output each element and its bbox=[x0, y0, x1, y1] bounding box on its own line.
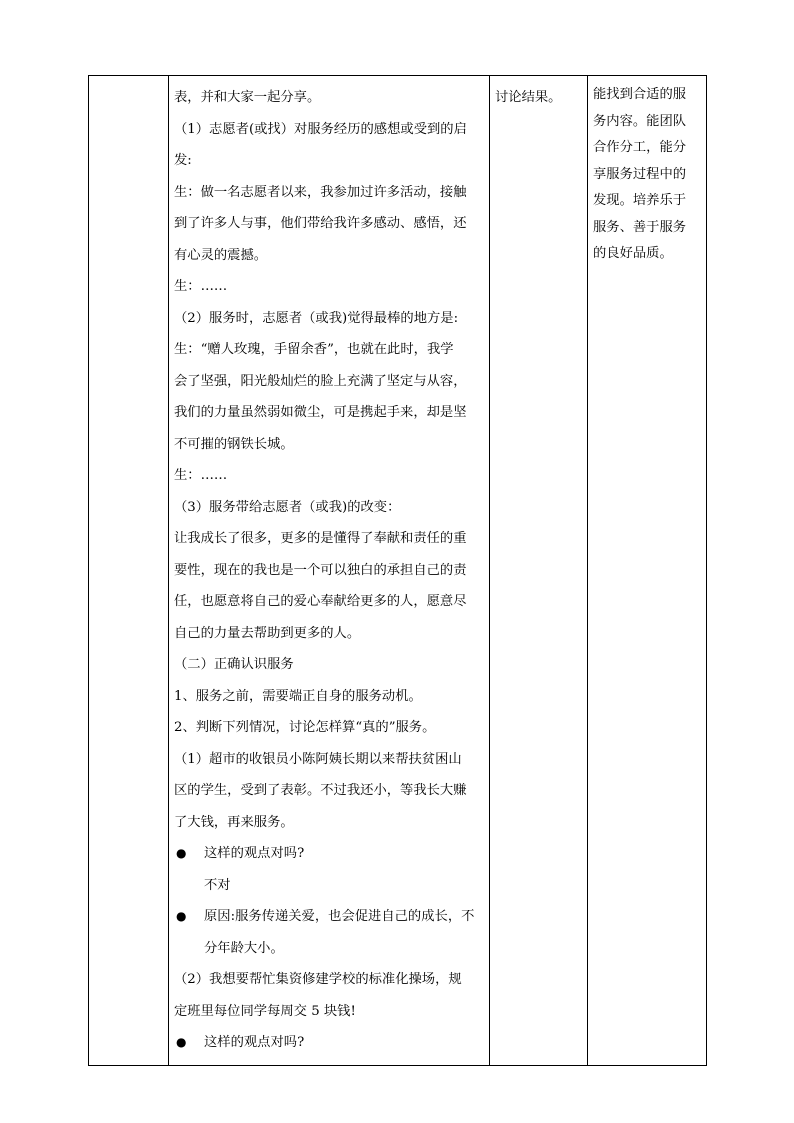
text-line: 享服务过程中的 bbox=[593, 166, 687, 182]
bullet-icon: ● bbox=[176, 846, 187, 860]
text-line: 能找到合适的服 bbox=[593, 87, 687, 102]
text-line: （1）志愿者(或找）对服务经历的感想或受到的启 bbox=[174, 121, 467, 137]
text-line: 合作分工，能分 bbox=[593, 140, 687, 155]
column-divider bbox=[168, 76, 169, 1065]
text-line: 发现。培养乐于 bbox=[593, 193, 687, 208]
text-line: 要性，现在的我也是一个可以独白的承担自己的责 bbox=[174, 562, 467, 578]
text-line: 1、服务之前，需要端正自身的服务动机。 bbox=[174, 688, 422, 704]
teaching-process-column bbox=[174, 82, 482, 1059]
text-line: 定班里每位同学每周交 5 块钱! bbox=[174, 1003, 356, 1019]
list-item bbox=[174, 838, 482, 870]
text-line: 生：…… bbox=[174, 468, 228, 483]
text-line: 的良好品质。 bbox=[593, 246, 673, 261]
list-item bbox=[174, 901, 482, 933]
text-line: 不可摧的钢铁长城。 bbox=[174, 436, 294, 452]
text-line: 服务、善于服务 bbox=[593, 219, 687, 235]
text-line: 会了坚强，阳光般灿烂的脸上充满了坚定与从容， bbox=[174, 373, 467, 389]
text-line: 区的学生，受到了表彰。不过我还小，等我长大赚 bbox=[174, 783, 467, 798]
lesson-table bbox=[88, 75, 707, 1066]
reason-text-cont: 分年龄大小。 bbox=[204, 940, 284, 956]
question-text: 这样的观点对吗? bbox=[204, 846, 305, 861]
result-text: 讨论结果。 bbox=[495, 90, 562, 105]
text-line: 有心灵的震撼。 bbox=[174, 247, 268, 263]
text-line: 生：“赠人玫瑰，手留余香”，也就在此时，我学 bbox=[174, 342, 454, 357]
text-line: 务内容。能团队 bbox=[593, 113, 687, 129]
answer-text: 不对 bbox=[204, 877, 231, 893]
list-item bbox=[174, 1027, 482, 1059]
bullet-icon: ● bbox=[176, 1035, 187, 1049]
text-line: 发: bbox=[174, 153, 192, 168]
text-line: 我们的力量虽然弱如微尘，可是携起手来，却是坚 bbox=[174, 405, 467, 420]
question-text: 这样的观点对吗? bbox=[204, 1035, 305, 1050]
text-line: 生：…… bbox=[174, 279, 228, 294]
text-line: 生：做一名志愿者以来，我参加过许多活动，接触 bbox=[174, 184, 467, 200]
reason-text: 原因:服务传递关爱，也会促进自己的成长，不 bbox=[204, 909, 475, 924]
text-line: 表，并和大家一起分享。 bbox=[174, 90, 321, 105]
text-line: （3）服务带给志愿者（或我)的改变： bbox=[174, 499, 401, 515]
text-line: （1）超市的收银员小陈阿姨长期以来帮扶贫困山 bbox=[174, 751, 462, 767]
text-line: （2）我想要帮忙集资修建学校的标准化操场，规 bbox=[174, 972, 462, 987]
student-activity-column bbox=[495, 82, 583, 114]
column-divider bbox=[489, 76, 490, 1065]
column-divider bbox=[587, 76, 588, 1065]
text-line: 到了许多人与事，他们带给我许多感动、感悟，还 bbox=[174, 216, 467, 231]
text-line: 自己的力量去帮助到更多的人。 bbox=[174, 625, 361, 641]
text-line: 2、判断下列情况，讨论怎样算“真的”服务。 bbox=[174, 720, 436, 735]
text-line: 任，也愿意将自己的爱心奉献给更多的人，愿意尽 bbox=[174, 594, 467, 609]
design-intent-column bbox=[593, 82, 703, 268]
text-line: （二）正确认识服务 bbox=[174, 657, 294, 672]
text-line: 让我成长了很多，更多的是懂得了奉献和责任的重 bbox=[174, 531, 467, 546]
bullet-icon: ● bbox=[176, 909, 187, 923]
text-line: （2）服务时，志愿者（或我)觉得最棒的地方是: bbox=[174, 310, 459, 326]
text-line: 了大钱，再来服务。 bbox=[174, 814, 294, 830]
